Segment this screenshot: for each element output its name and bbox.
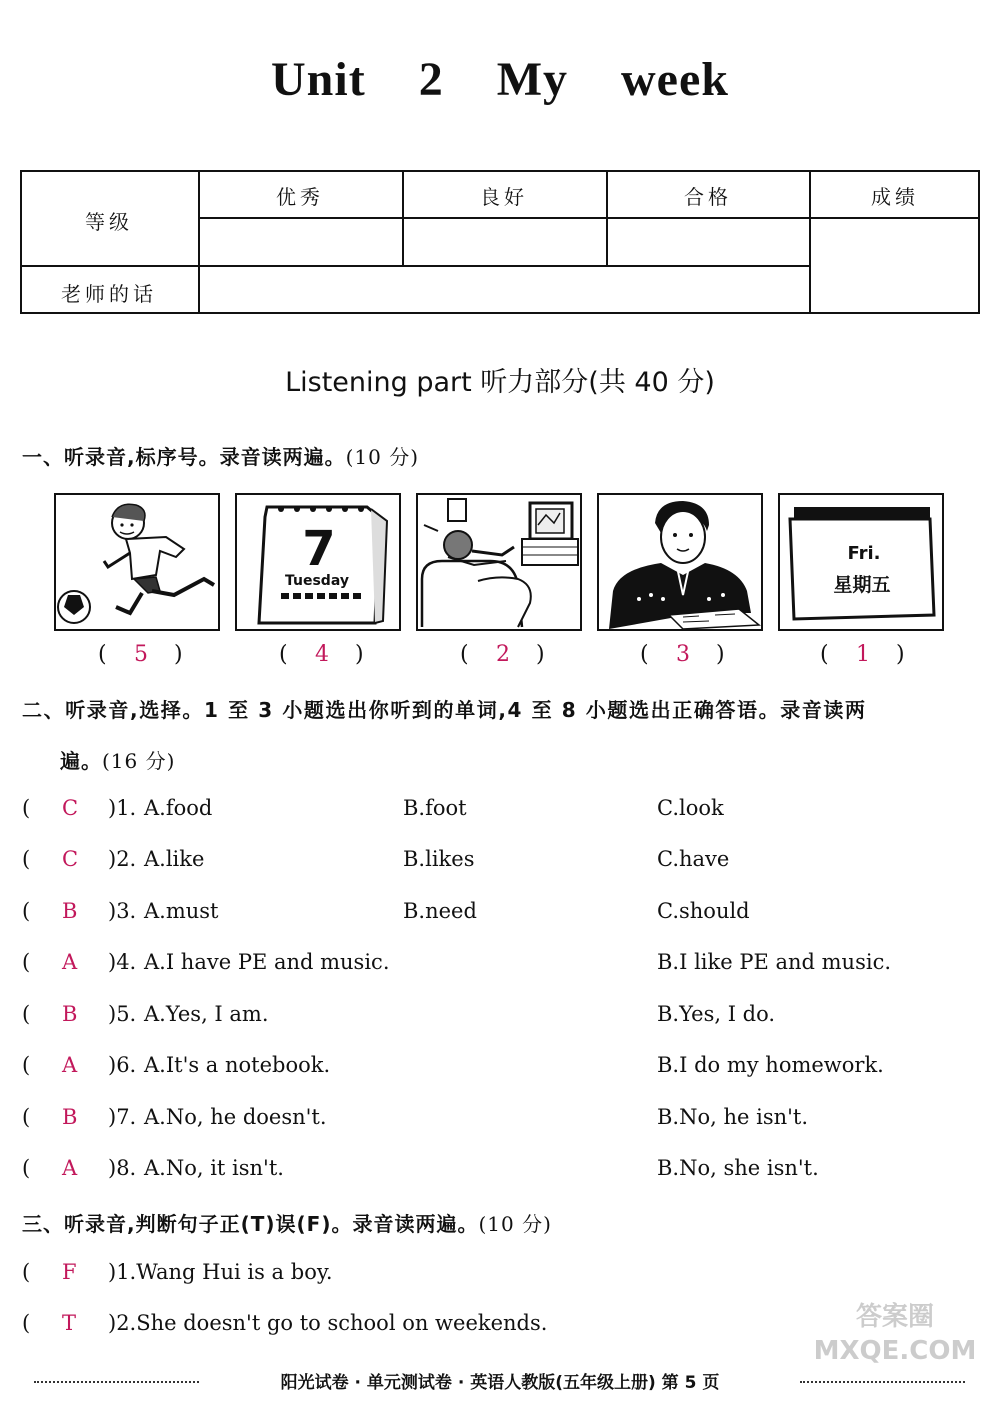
answer-value: 5 bbox=[134, 642, 148, 667]
question-number: )8. bbox=[108, 1156, 137, 1180]
answer-value: A bbox=[62, 950, 78, 974]
question-number: )3. bbox=[108, 899, 137, 923]
question-number: )2. bbox=[108, 847, 137, 871]
card-line1: Fri. bbox=[847, 543, 881, 564]
answer-value: F bbox=[62, 1260, 77, 1284]
question-row: ( A )8. A.No, it isn't. B.No, she isn't. bbox=[22, 1156, 819, 1180]
watermark: 答案圈 MXQE.COM bbox=[813, 1302, 977, 1366]
section2-title-line2-text: 遍。 bbox=[60, 749, 102, 773]
listening-heading: Listening part 听力部分(共 40 分) bbox=[285, 367, 715, 398]
question-row: ( C )1. A.food B.foot C.look bbox=[22, 796, 724, 820]
question-row: ( F )1.Wang Hui is a boy. bbox=[22, 1260, 333, 1284]
option-a: A.food bbox=[144, 796, 213, 820]
girl-watching-tv-picture bbox=[416, 493, 582, 631]
option-b: B.foot bbox=[403, 796, 467, 820]
question-number: )5. bbox=[108, 1002, 137, 1026]
calendar-day: 7 bbox=[302, 521, 336, 577]
answer-value: B bbox=[62, 1105, 78, 1129]
grade-excellent-header: 优秀 bbox=[276, 185, 324, 209]
answer-value: B bbox=[62, 1002, 78, 1026]
page-title: Unit 2 My week bbox=[271, 53, 729, 106]
option-a: A.No, he doesn't. bbox=[144, 1105, 327, 1129]
answer-value: T bbox=[62, 1311, 77, 1335]
option-b: B.likes bbox=[403, 847, 475, 871]
page-footer: 阳光试卷 · 单元测试卷 · 英语人教版(五年级上册) 第 5 页 bbox=[280, 1373, 720, 1393]
answer-value: 3 bbox=[676, 642, 690, 667]
grade-level-label: 等级 bbox=[85, 210, 133, 234]
section3-points: (10 分) bbox=[478, 1212, 552, 1236]
option-c: C.should bbox=[657, 899, 750, 923]
question-row: ( A )4. A.I have PE and music. B.I like PE and music. bbox=[22, 950, 892, 974]
option-b: B.I like PE and music. bbox=[657, 950, 892, 974]
boy-playing-soccer-picture bbox=[54, 493, 220, 631]
option-c: C.look bbox=[657, 796, 724, 820]
question-row: ( C )2. A.like B.likes C.have bbox=[22, 847, 730, 871]
answer-value: 1 bbox=[856, 642, 870, 667]
answer-value: C bbox=[62, 796, 79, 820]
option-b: B.No, he isn't. bbox=[657, 1105, 809, 1129]
question-row: ( B )5. A.Yes, I am. B.Yes, I do. bbox=[22, 1002, 776, 1026]
question-row: ( B )3. A.must B.need C.should bbox=[22, 899, 750, 923]
question-number: )6. bbox=[108, 1053, 137, 1077]
grade-pass-header: 合格 bbox=[684, 185, 732, 209]
question-number: )1. bbox=[108, 796, 137, 820]
option-b: B.Yes, I do. bbox=[657, 1002, 776, 1026]
option-a: A.No, it isn't. bbox=[144, 1156, 284, 1180]
option-a: A.must bbox=[144, 899, 219, 923]
answer-value: 4 bbox=[315, 642, 329, 667]
calendar-weekday: Tuesday bbox=[285, 573, 349, 589]
option-c: C.have bbox=[657, 847, 730, 871]
answer-value: B bbox=[62, 899, 78, 923]
question-number: )4. bbox=[108, 950, 137, 974]
answer-value: C bbox=[62, 847, 79, 871]
score-header: 成绩 bbox=[871, 185, 919, 209]
option-b: B.No, she isn't. bbox=[657, 1156, 819, 1180]
section3-title-text: 三、听录音,判断句子正(T)误(F)。录音读两遍。 bbox=[22, 1212, 479, 1236]
friday-card-picture bbox=[778, 493, 944, 631]
section2-title: 二、听录音,选择。1 至 3 小题选出你听到的单词,4 至 8 小题选出正确答语。录音读两 bbox=[22, 698, 867, 722]
question-row: ( T )2.She doesn't go to school on weekends. bbox=[22, 1311, 548, 1335]
answer-value: A bbox=[62, 1156, 78, 1180]
statement-text: )2.She doesn't go to school on weekends. bbox=[108, 1311, 548, 1335]
statement-text: )1.Wang Hui is a boy. bbox=[108, 1260, 333, 1284]
answer-value: A bbox=[62, 1053, 78, 1077]
answer-value: 2 bbox=[496, 642, 510, 667]
section1-points: (10 分) bbox=[345, 445, 420, 469]
section1-title bbox=[22, 441, 419, 470]
section3-title bbox=[22, 1208, 552, 1237]
card-line2: 星期五 bbox=[833, 574, 891, 596]
question-row: ( B )7. A.No, he doesn't. B.No, he isn't. bbox=[22, 1105, 809, 1129]
grade-good-header: 良好 bbox=[480, 185, 528, 209]
option-a: A.Yes, I am. bbox=[144, 1002, 269, 1026]
boy-doing-homework-picture bbox=[597, 493, 763, 631]
section1-title-text: 一、听录音,标序号。录音读两遍。 bbox=[22, 445, 346, 469]
teacher-comment-label: 老师的话 bbox=[61, 282, 157, 306]
section2-points: (16 分) bbox=[102, 749, 176, 773]
section2-title-line2 bbox=[60, 745, 175, 774]
option-b: B.need bbox=[403, 899, 477, 923]
question-number: )7. bbox=[108, 1105, 137, 1129]
option-a: A.like bbox=[144, 847, 205, 871]
option-b: B.I do my homework. bbox=[657, 1053, 884, 1077]
question-row: ( A )6. A.It's a notebook. B.I do my homework. bbox=[22, 1053, 884, 1077]
option-a: A.It's a notebook. bbox=[144, 1053, 331, 1077]
option-a: A.I have PE and music. bbox=[144, 950, 390, 974]
calendar-picture bbox=[235, 493, 401, 631]
